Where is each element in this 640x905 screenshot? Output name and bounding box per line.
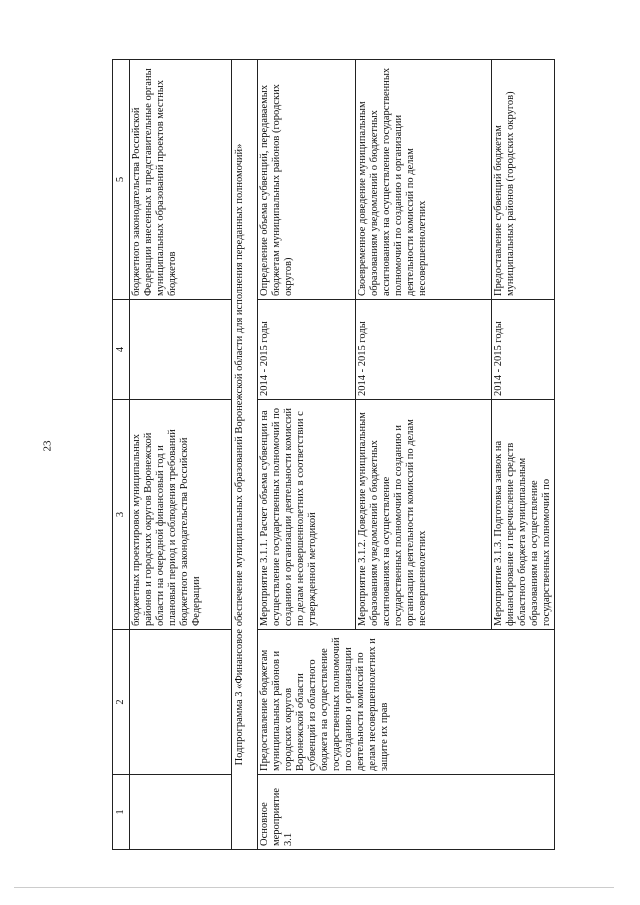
table-cell: Мероприятие 3.1.2. Доведение муниципальным образованиям уведомлений о бюджетных ассигнованиях на осуществление государственных полномочий по созданию и организации деятельности комиссий по делам несовершеннолетних [356, 400, 492, 630]
table-cell: Мероприятие 3.1.1. Расчет объема субвенции на осуществление государственных полномочий по созданию и организации деятельности комиссий по делам несовершеннолетних в соответствии с утвержденной методикой [258, 400, 356, 630]
table-cell [130, 630, 232, 775]
table-cell: 2014 - 2015 годы [258, 300, 356, 400]
table-cell: Определение объема субвенций, передаваемых бюджетам муниципальных районов (городских округов) [258, 60, 356, 300]
table-cell: Своевременное доведение муниципальным образованиям уведомлений о бюджетных ассигнованиях на осуществление государственных полномочий по созданию и организации деятельности комиссий по делам несовершеннолетних [356, 60, 492, 300]
header-cell: 2 [113, 630, 130, 775]
rotated-table-wrapper [112, 60, 552, 850]
table-cell: бюджетных проектировок муниципальных районов и городских округов Воронежской области на очередной финансовый год и плановый период и соблюдения требований бюджетного законодательства Российской Федерации [130, 400, 232, 630]
table-cell: бюджетного законодательства Российской Федерации внесенных в представительные органы муниципальных образований проектов местных бюджетов [130, 60, 232, 300]
subprogram-row [232, 60, 258, 850]
table-cell: Мероприятие 3.1.3. Подготовка заявок на финансирование и перечисление средств областного бюджета муниципальным образованиям на осуществление государственных полномочий по [492, 400, 555, 630]
table-row [130, 60, 232, 850]
table-cell: Предоставление бюджетам муниципальных районов и городских округов Воронежской области субвенций из областного бюджета на осуществление государственных полномочий по созданию и организации деятельности комиссий по делам несовершеннолетних и защите их прав [258, 630, 555, 775]
table-cell [130, 775, 232, 850]
table-cell: 2014 - 2015 годы [356, 300, 492, 400]
header-cell: 4 [113, 300, 130, 400]
measures-table [112, 59, 555, 850]
table-cell: Предоставление субвенций бюджетам муниципальных районов (городских округов) [492, 60, 555, 300]
page-number: 23 [41, 440, 54, 452]
header-cell: 3 [113, 400, 130, 630]
table-row [258, 60, 356, 850]
table-cell: 2014 - 2015 годы [492, 300, 555, 400]
header-row [113, 60, 130, 850]
table-cell [130, 300, 232, 400]
header-cell: 1 [113, 775, 130, 850]
header-cell: 5 [113, 60, 130, 300]
scan-edge-line [14, 887, 614, 888]
subprogram-title: Подпрограмма 3 «Финансовое обеспечение муниципальных образований Воронежской области для исполнения переданных полномочий» [232, 60, 258, 850]
table-cell: Основное мероприятие 3.1 [258, 775, 555, 850]
